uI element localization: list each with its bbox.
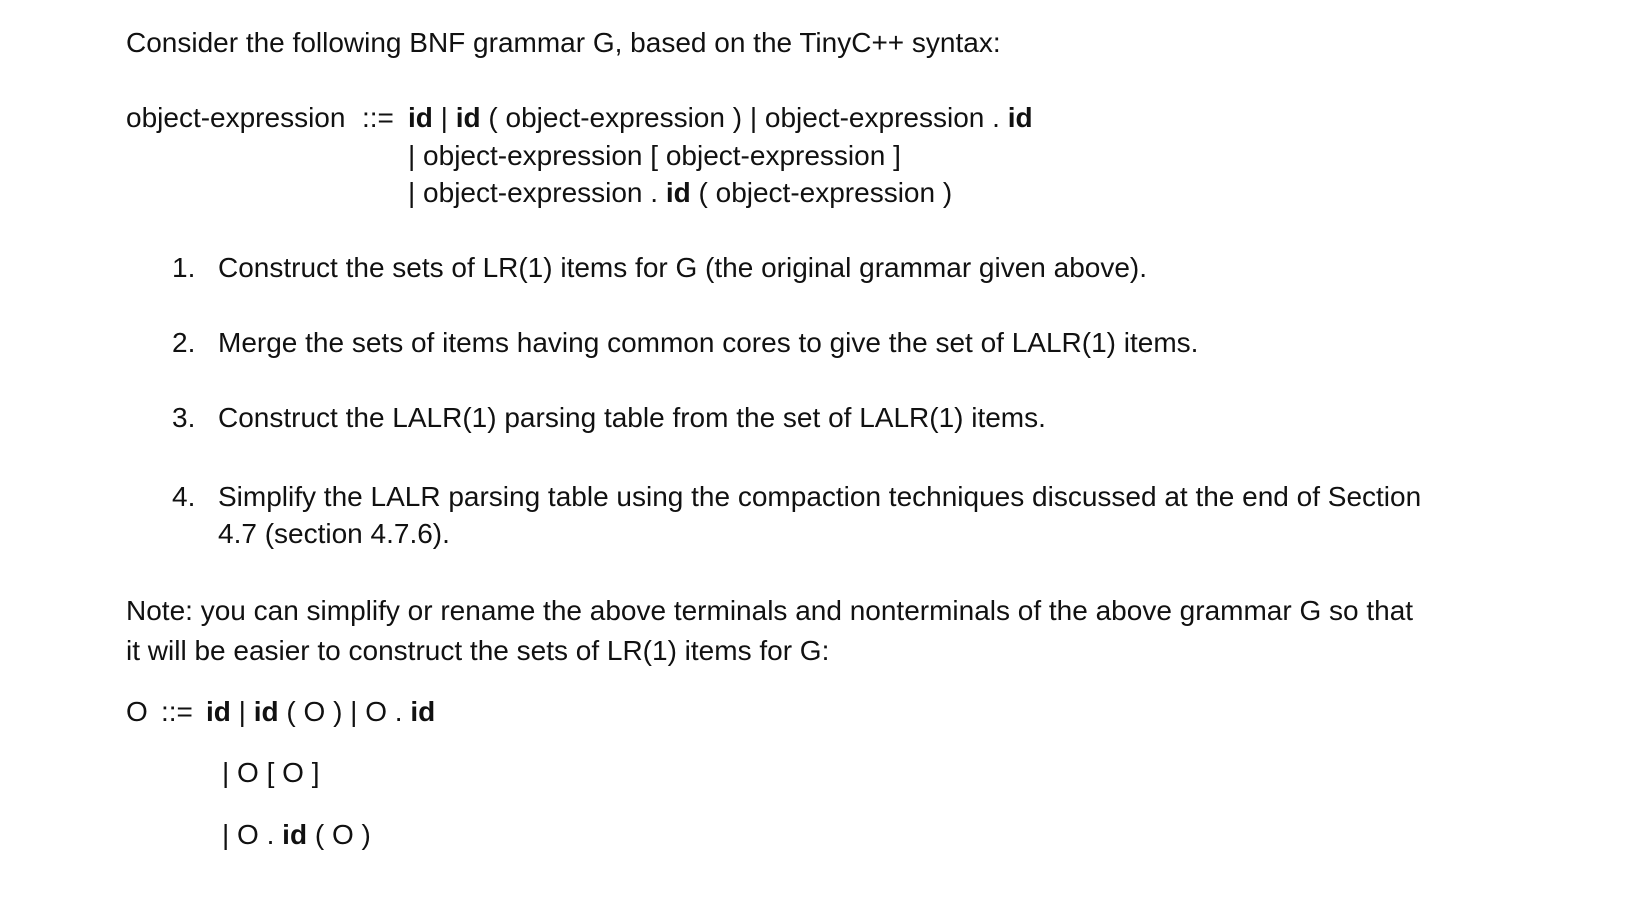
grammar-op: ::= — [362, 102, 394, 133]
grammar-text: | object-expression [ object-expression ] — [408, 140, 901, 171]
grammar-lhs: object-expression — [126, 102, 346, 133]
task-text: Construct the LALR(1) parsing table from the set of LALR(1) items. — [218, 402, 1046, 433]
task-number: 3. — [172, 402, 196, 433]
grammar-text: | — [230, 696, 254, 727]
grammar-text: | — [432, 102, 456, 133]
grammar-text: ( object-expression ) | object-expression . — [480, 102, 1008, 133]
short-grammar-op: ::= — [161, 696, 193, 727]
terminal-token: id — [455, 102, 481, 133]
intro-text: Consider the following BNF grammar G, based on the TinyC++ syntax: — [126, 27, 1001, 58]
grammar-text: | O [ O ] — [222, 757, 320, 788]
note-line-2: it will be easier to construct the sets of LR(1) items for G: — [126, 635, 830, 666]
task-text: Merge the sets of items having common cores to give the set of LALR(1) items. — [218, 327, 1199, 358]
grammar-text: | object-expression . — [408, 177, 666, 208]
grammar-text: ( O ) | O . — [278, 696, 411, 727]
task-text-continued: 4.7 (section 4.7.6). — [218, 518, 450, 549]
task-number: 4. — [172, 481, 196, 512]
grammar-text: ( O ) — [307, 819, 371, 850]
terminal-token: id — [408, 102, 433, 133]
terminal-token: id — [410, 696, 436, 727]
task-text: Construct the sets of LR(1) items for G (the original grammar given above). — [218, 252, 1148, 283]
grammar-text: ( object-expression ) — [690, 177, 953, 208]
terminal-token: id — [1007, 102, 1033, 133]
short-grammar-row-3 — [222, 818, 371, 852]
terminal-token: id — [253, 696, 279, 727]
terminal-token: id — [282, 819, 308, 850]
grammar-row-2 — [408, 139, 901, 173]
grammar-text: | O . — [222, 819, 283, 850]
task-number: 2. — [172, 327, 196, 358]
task-text: Simplify the LALR parsing table using the compaction techniques discussed at the end of Section — [218, 481, 1422, 512]
note-line-1: Note: you can simplify or rename the above terminals and nonterminals of the above grammar G so that — [126, 595, 1414, 626]
short-grammar-row-2 — [222, 756, 320, 790]
short-grammar-lhs: O — [126, 696, 148, 727]
terminal-token: id — [665, 177, 691, 208]
grammar-row-3 — [408, 176, 952, 210]
terminal-token: id — [206, 696, 231, 727]
short-grammar-row-1 — [206, 695, 435, 729]
grammar-row-1 — [408, 101, 1033, 135]
task-number: 1. — [172, 252, 196, 283]
